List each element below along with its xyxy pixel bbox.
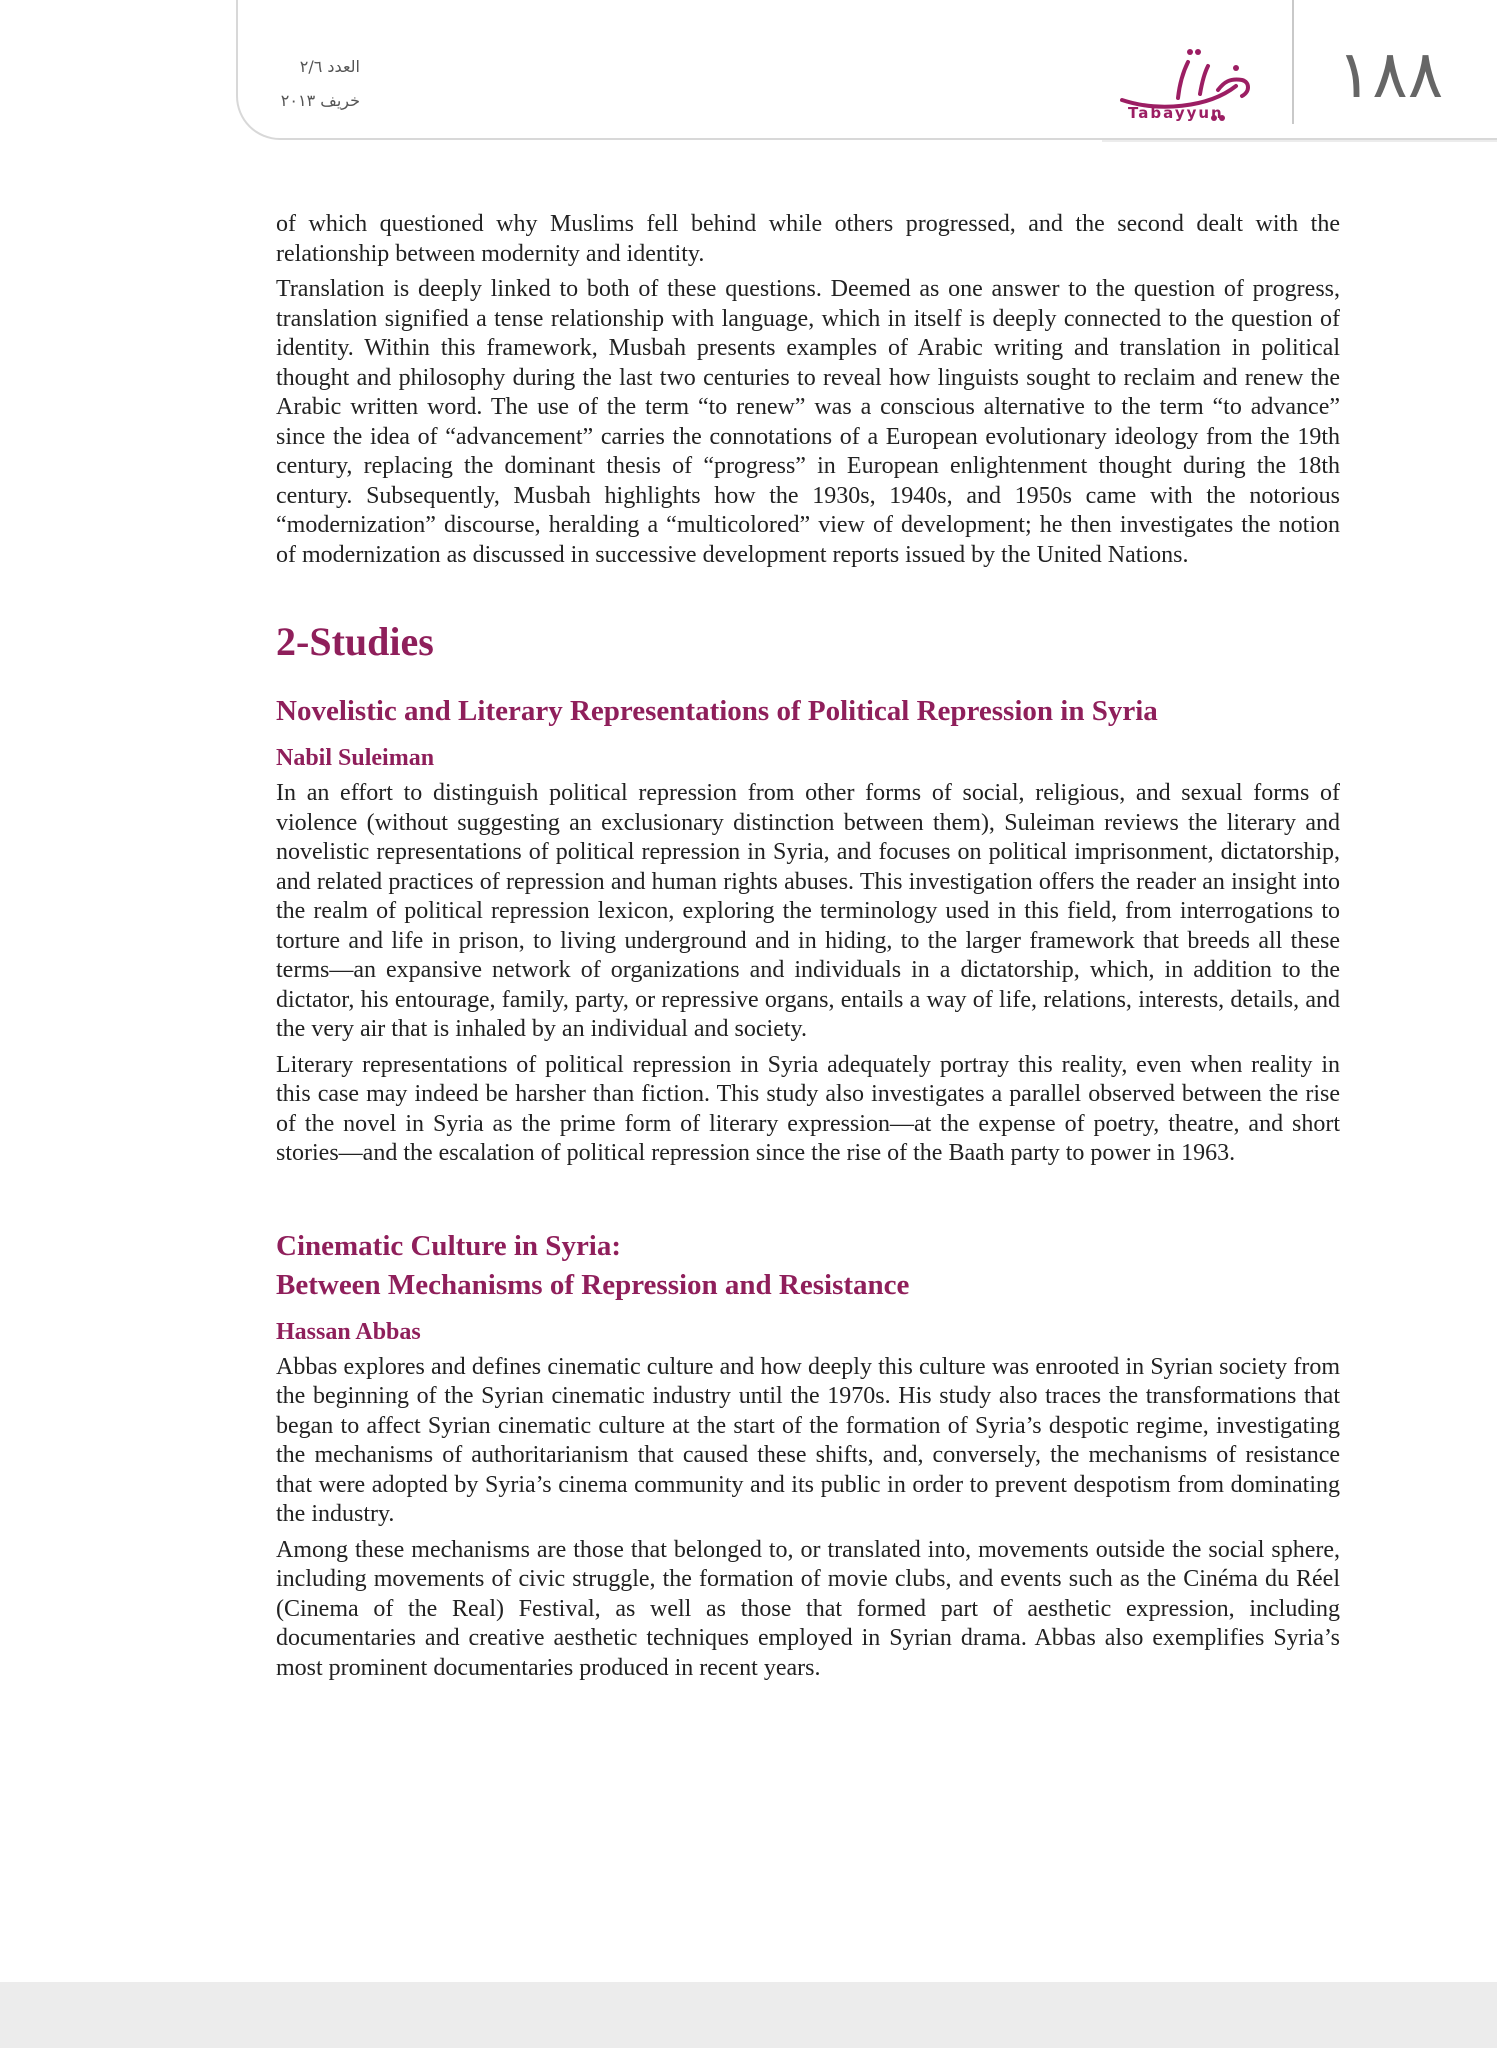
intro-paragraph-2: Translation is deeply linked to both of these questions. Deemed as one answer to the question of progress, translation signified a tense relationship with language, which in itself is deeply connected to the question of identity. Within this framework, Musbah presents examples of Arabic writing and translation in political thought and philosophy during the last two centuries to reveal how linguists sought to reclaim and renew the Arabic written word. The use of the term “to renew” was a conscious alternative to the term “to advance” since the idea of “advancement” carries the connotations of a European evolutionary ideology from the 19th century, replacing the dominant thesis of “progress” in European enlightenment thought during the 18th century. Subsequently, Musbah highlights how the 1930s, 1940s, and 1950s came with the notorious “modernization” discourse, heralding a “multicolored” view of development; he then investigates the notion of modernization as discussed in successive development reports issued by the United Nations. [276,276,1340,568]
study1-author: Nabil Suleiman [276,745,435,771]
page-number: ١٨٨ [1336,36,1444,113]
study2-author: Hassan Abbas [276,1318,421,1345]
footer-band [0,1982,1497,2048]
study1-title: Novelistic and Literary Representations of Political Repression in Syria [276,695,1158,727]
intro-paragraph-1: of which questioned why Muslims fell behind while others progressed, and the second dealt with the relationship between modernity and identity. [276,211,1340,267]
study2-paragraph-2: Among these mechanisms are those that belonged to, or translated into, movements outside the social sphere, including movements of civic struggle, the formation of movie clubs, and events such as the Cinéma du Réel (Cinema of the Real) Festival, as well as those that formed part of aesthetic expression, including documentaries and creative aesthetic techniques employed in Syrian drama. Abbas also exemplifies Syria’s most prominent documentaries produced in recent years. [276,1536,1340,1681]
study1-paragraph-1: In an effort to distinguish political repression from other forms of social, religious, and sexual forms of violence (without suggesting an exclusionary distinction between them), Suleiman reviews the literary and novelistic representations of political repression in Syria, and focuses on political imprisonment, dictatorship, and related practices of repression and human rights abuses. This investigation offers the reader an insight into the realm of political repression lexicon, exploring the terminology used in this field, from interrogations to torture and life in prison, to living underground and in hiding, to the larger framework that breeds all these terms—an expansive network of organizations and individuals in a dictatorship, which, in addition to the dictator, his entourage, family, party, or repressive organs, entails a way of life, relations, interests, details, and the very air that is inhaled by an individual and society. [276,780,1340,1042]
section-heading: 2-Studies [276,619,434,664]
study2-title-line2: Between Mechanisms of Repression and Resistance [276,1268,910,1301]
study2-paragraph-1: Abbas explores and defines cinematic culture and how deeply this culture was enrooted in Syrian society from the beginning of the Syrian cinematic industry until the 1970s. His study also traces the transformations that began to affect Syrian cinematic culture at the start of the formation of Syria’s despotic regime, investigating the mechanisms of authoritarianism that caused these shifts, and, conversely, the mechanisms of resistance that were adopted by Syria’s cinema community and its public in order to prevent despotism from dominating the industry. [276,1353,1340,1527]
study1-paragraph-2: Literary representations of political repression in Syria adequately portray this reality, even when reality in this case may indeed be harsher than fiction. This study also investigates a parallel observed between the rise of the novel in Syria as the prime form of literary expression—at the expense of poetry, theatre, and short stories—and the escalation of political repression since the rise of the Baath party to power in 1963. [276,1051,1340,1166]
header-divider [1292,0,1294,124]
study2-title [276,1227,1340,1305]
article-content [276,210,1340,1689]
logo-text: Tabayyun [1128,104,1224,122]
issue-label: العدد ٢/٦ [299,57,360,76]
section-gap [276,1175,1340,1227]
study2-title-line1: Cinematic Culture in Syria: [276,1229,622,1262]
issue-info [270,50,360,118]
season-label: خريف ٢٠١٣ [280,91,360,110]
